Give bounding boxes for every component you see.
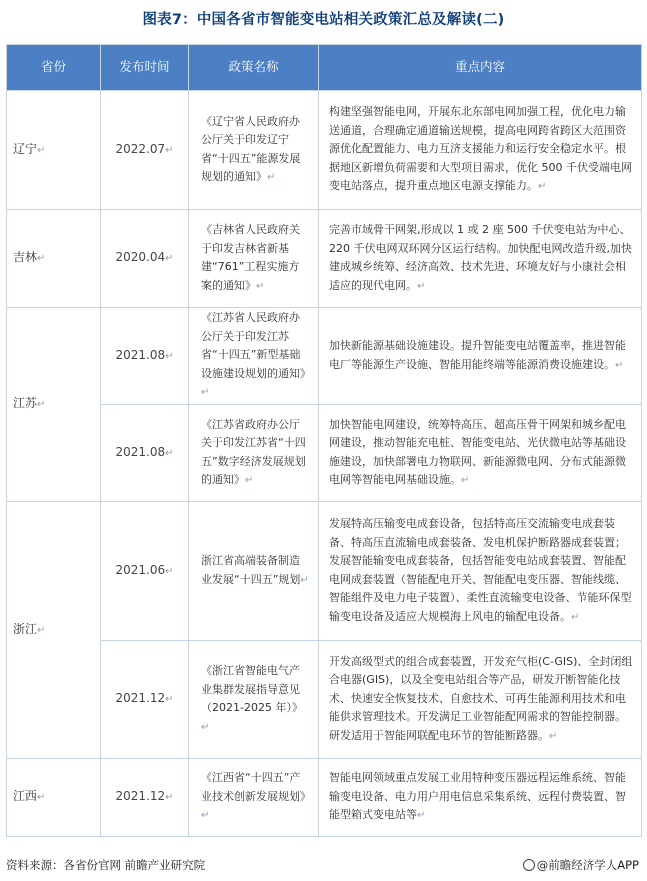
table-row	[7, 308, 642, 405]
table-row	[7, 405, 642, 502]
content-cell: 智能电网领域重点发展工业用特种变压器远程运维系统、智能输变电设备、电力用户用电信息采集系统、远程付费装置、智能型箱式变电站等↵	[319, 759, 642, 837]
header-content: 重点内容	[319, 45, 642, 91]
province-cell: 江苏↵	[7, 308, 101, 502]
table-row	[7, 502, 642, 641]
date-cell: 2021.06↵	[101, 502, 189, 641]
paragraph-mark: ↵	[245, 475, 254, 486]
paragraph-mark: ↵	[165, 144, 174, 156]
table-row	[7, 759, 642, 837]
header-province: 省份	[7, 45, 101, 91]
date-cell: 2021.12↵	[101, 759, 189, 837]
source-note: 资料来源：各省份官网 前瞻产业研究院	[6, 858, 206, 872]
paragraph-mark: ↵	[267, 172, 276, 183]
paragraph-mark: ↵	[37, 399, 46, 411]
content-cell: 加快智能电网建设，统筹特高压、超高压骨干网架和城乡配电网建设，推动智能充电桩、智能变电站、光伏微电站等基础设施建设，加快部署电力物联网、新能源微电网、分布式能源微电网等智能电网基础设施。↵	[319, 405, 642, 502]
paragraph-mark: ↵	[256, 280, 265, 292]
policy-cell: 《浙江省智能电气产业集群发展指导意见（2021-2025 年）》↵	[189, 641, 319, 759]
paragraph-mark: ↵	[417, 280, 426, 292]
paragraph-mark: ↵	[37, 253, 46, 265]
paragraph-mark: ↵	[615, 359, 624, 371]
paragraph-mark: ↵	[37, 144, 46, 156]
paragraph-mark: ↵	[201, 387, 210, 399]
paragraph-mark: ↵	[549, 730, 558, 742]
brand-logo-icon	[523, 859, 535, 871]
paragraph-mark: ↵	[165, 253, 174, 265]
policy-table	[6, 44, 642, 837]
table-row	[7, 210, 642, 308]
paragraph-mark: ↵	[165, 447, 174, 459]
paragraph-mark: ↵	[461, 475, 470, 486]
date-cell: 2020.04↵	[101, 210, 189, 308]
province-cell: 辽宁↵	[7, 91, 101, 210]
paragraph-mark: ↵	[417, 810, 426, 822]
paragraph-mark: ↵	[201, 721, 210, 733]
date-cell: 2022.07↵	[101, 91, 189, 210]
table-row	[7, 641, 642, 759]
policy-cell: 《江西省“十四五”产业技术创新发展规划》↵	[189, 759, 319, 837]
date-cell: 2021.12↵	[101, 641, 189, 759]
date-cell: 2021.08↵	[101, 308, 189, 405]
page-title: 图表7：中国各省市智能变电站相关政策汇总及解读(二)	[142, 12, 505, 28]
table-row	[7, 91, 642, 210]
paragraph-mark: ↵	[165, 694, 174, 706]
paragraph-mark: ↵	[165, 350, 174, 362]
paragraph-mark: ↵	[201, 810, 210, 822]
header-date: 发布时间	[101, 45, 189, 91]
paragraph-mark: ↵	[571, 611, 580, 623]
policy-cell: 《吉林省人民政府关于印发吉林省新基建“761”工程实施方案的通知》↵	[189, 210, 319, 308]
paragraph-mark: ↵	[165, 792, 174, 804]
policy-cell: 浙江省高端装备制造业发展“十四五”规划↵	[189, 502, 319, 641]
province-cell: 吉林↵	[7, 210, 101, 308]
content-cell: 开发高级型式的组合成套装置，开发充气柜(C-GIS)、全封闭组合电器(GIS)，以及全变电站组合等产品，研发开断智能化技术、快速安全恢复技术、自愈技术、可再生能源利用技术和电能供求管理技术。开发满足工业智能配网需求的智能控制器。研发适用于智能网联配电环节的智能断路器。↵	[319, 641, 642, 759]
province-cell: 浙江↵	[7, 502, 101, 759]
policy-cell: 《江苏省政府办公厅关于印发江苏省“十四五”数字经济发展规划的通知》↵	[189, 405, 319, 502]
content-cell: 完善市域骨干网架,形成以 1 或 2 座 500 千伏变电站为中心、220 千伏电网双环网分区运行结构。加快配电网改造升级,加快建成城乡统筹、经济高效、技术先进、环境友好与小康社会相适应的现代电网。↵	[319, 210, 642, 308]
paragraph-mark: ↵	[37, 792, 46, 804]
policy-cell: 《江苏省人民政府办公厅关于印发江苏省“十四五”新型基础设施建设规划的通知》↵	[189, 308, 319, 405]
paragraph-mark: ↵	[300, 574, 309, 586]
header-policy: 政策名称	[189, 45, 319, 91]
table-header-row	[7, 45, 642, 91]
paragraph-mark: ↵	[165, 565, 174, 577]
brand-credit: @前瞻经济学人APP	[523, 857, 639, 873]
policy-cell: 《辽宁省人民政府办公厅关于印发辽宁省“十四五”能源发展规划的通知》↵	[189, 91, 319, 210]
content-cell: 发展特高压输变电成套设备，包括特高压交流输变电成套装备、特高压直流输电成套装备、发电机保护断路器成套装置；发展智能输变电成套装备，包括智能变电站成套装置、智能配电网成套装置（智能配电开关、智能配电变压器、智能线缆、智能组件及电力电子装置）、柔性直流输变电设备、节能环保型输变电设备及适应大规模海上风电的输配电设备。↵	[319, 502, 642, 641]
paragraph-mark: ↵	[37, 624, 46, 636]
date-cell: 2021.08↵	[101, 405, 189, 502]
content-cell: 构建坚强智能电网，开展东北东部电网加强工程，优化电力输送通道，合理确定通道输送规模，提高电网跨省跨区大范围资源优化配置能力、电力互济支援能力和运行安全稳定水平。根据地区新增负荷需要和大型项目需求，优化 500 千伏受端电网变电站落点，提升重点地区电源支撑能力。↵	[319, 91, 642, 210]
province-cell: 江西↵	[7, 759, 101, 837]
paragraph-mark: ↵	[538, 181, 547, 193]
content-cell: 加快新能源基础设施建设。提升智能变电站覆盖率，推进智能电厂等能源生产设施、智能用能终端等能源消费设施建设。↵	[319, 308, 642, 405]
